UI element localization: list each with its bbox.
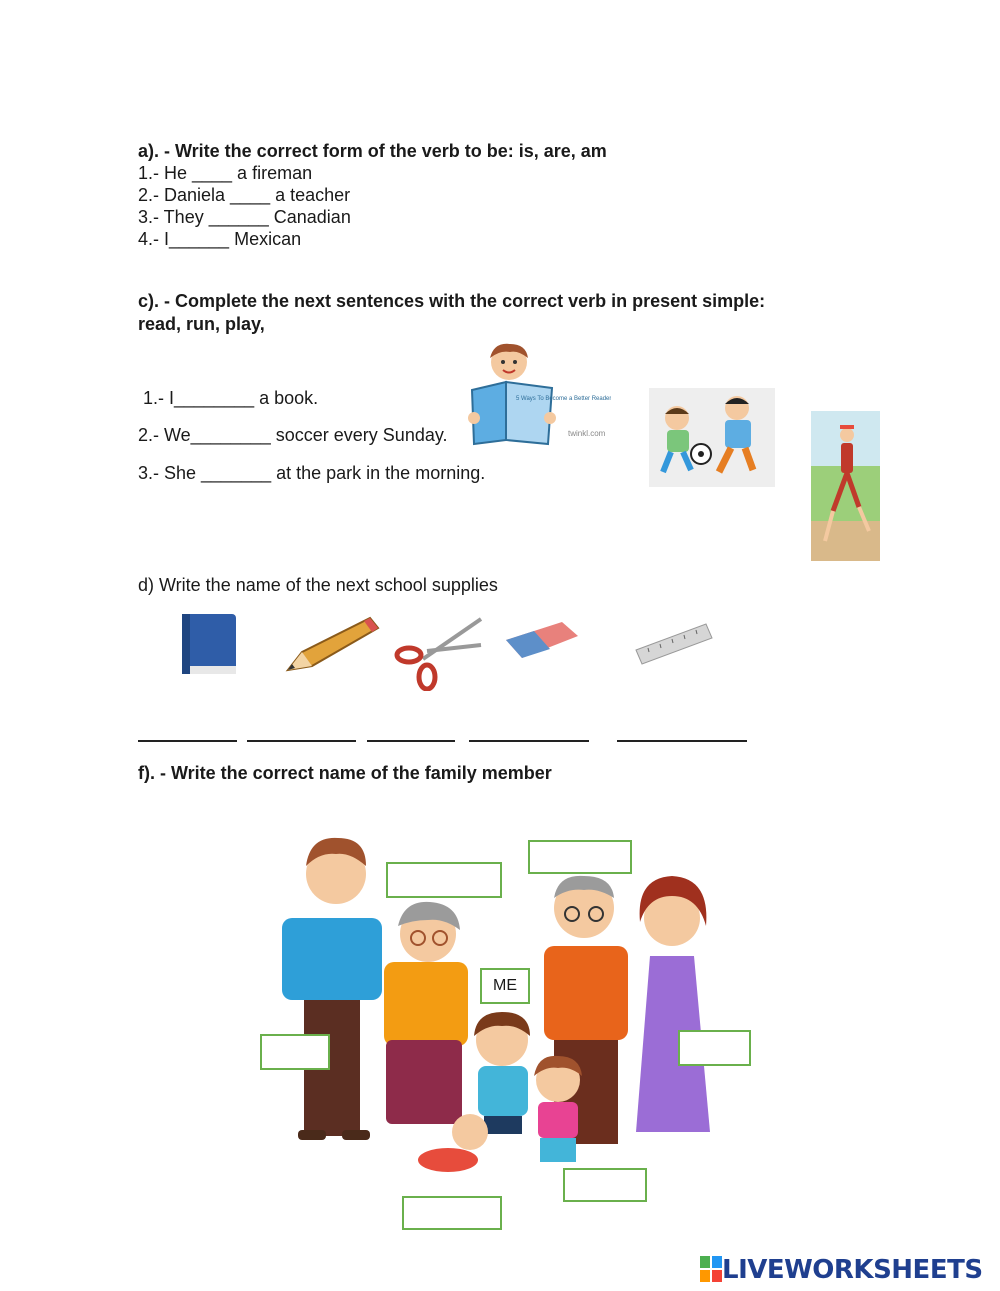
- liveworksheets-logo-text: LIVEWORKSHEETS: [722, 1255, 983, 1285]
- section-c-item-3: 3.- She _______ at the park in the morning.: [138, 463, 486, 483]
- section-d-heading: d) Write the name of the next school supplies: [138, 575, 498, 595]
- section-a-heading: a). - Write the correct form of the verb to be: is, are, am: [138, 141, 607, 161]
- family-label-box-3[interactable]: [260, 1034, 330, 1070]
- kids-soccer-illustration: [649, 388, 775, 487]
- section-a-item-3: 3.- They ______ Canadian: [138, 207, 351, 227]
- book-cover-text: 5 Ways To Become a Better Reader: [516, 396, 611, 402]
- twinkl-watermark: twinkl.com: [568, 429, 606, 438]
- answer-blank-4[interactable]: [469, 740, 589, 742]
- section-c-item-1: 1.- I________ a book.: [138, 388, 319, 408]
- liveworksheets-logo[interactable]: [700, 1255, 983, 1285]
- me-label: ME: [493, 977, 517, 994]
- family-illustration: [258, 826, 750, 1186]
- section-c-heading-2: read, run, play,: [138, 314, 265, 334]
- me-label-box[interactable]: [480, 968, 530, 1004]
- woman-running-illustration: [811, 411, 880, 561]
- ruler-icon: [632, 620, 714, 668]
- family-label-box-6[interactable]: [402, 1196, 502, 1230]
- answer-blank-5[interactable]: [617, 740, 747, 742]
- section-a-item-2: 2.- Daniela ____ a teacher: [138, 185, 351, 205]
- section-c-item-2: 2.- We________ soccer every Sunday.: [138, 425, 448, 445]
- pencil-icon: [282, 612, 382, 674]
- liveworksheets-logo-icon: [700, 1256, 722, 1284]
- family-label-box-2[interactable]: [386, 862, 502, 898]
- answer-blank-3[interactable]: [367, 740, 455, 742]
- eraser-icon: [500, 618, 582, 664]
- book-icon: [178, 612, 240, 678]
- family-label-box-4[interactable]: [678, 1030, 751, 1066]
- section-a-item-1: 1.- He ____ a fireman: [138, 163, 313, 183]
- section-f-heading: f). - Write the correct name of the family member: [138, 763, 552, 783]
- scissors-icon: [393, 615, 485, 691]
- section-a-item-4: 4.- I______ Mexican: [138, 229, 302, 249]
- boy-reading-illustration: [466, 340, 611, 450]
- answer-blank-1[interactable]: [138, 740, 237, 742]
- family-label-box-1[interactable]: [528, 840, 632, 874]
- family-label-box-5[interactable]: [563, 1168, 647, 1202]
- section-c-heading: c). - Complete the next sentences with the correct verb in present simple:: [138, 291, 766, 311]
- answer-blank-2[interactable]: [247, 740, 356, 742]
